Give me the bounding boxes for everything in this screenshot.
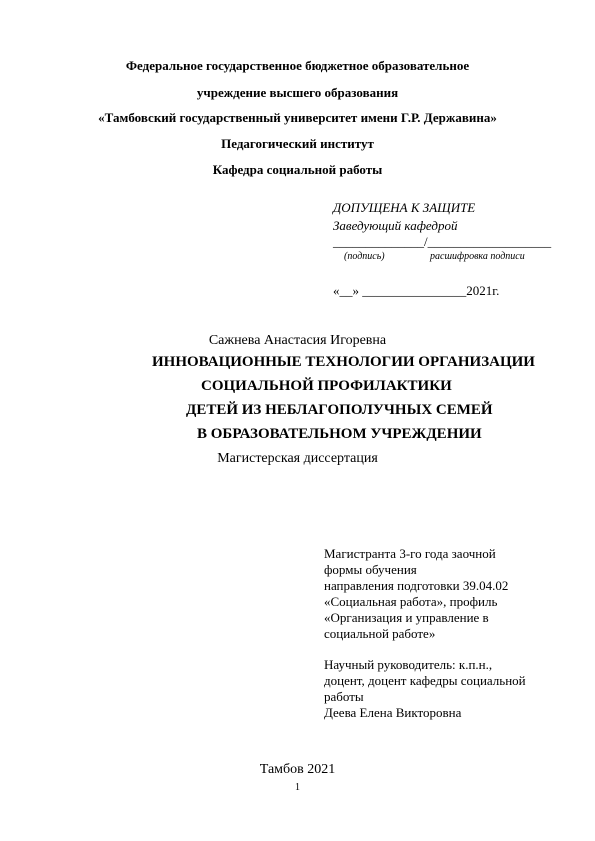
student-info-line: «Организация и управление в [324,610,489,625]
supervisor-info-line: доцент, доцент кафедры социальной [324,673,526,688]
approval-role: Заведующий кафедрой [333,218,458,233]
thesis-title-line: ДЕТЕЙ ИЗ НЕБЛАГОПОЛУЧНЫХ СЕМЕЙ [186,402,493,418]
work-type: Магистерская диссертация [217,451,378,466]
student-info-line: формы обучения [324,562,417,577]
thesis-title-line: ИННОВАЦИОННЫЕ ТЕХНОЛОГИИ ОРГАНИЗАЦИИ [152,354,535,370]
student-info-line: «Социальная работа», профиль [324,594,498,609]
decode-caption: расшифровка подписи [430,251,525,262]
institute-name: Педагогический институт [221,136,374,151]
department-name: Кафедра социальной работы [212,162,383,177]
thesis-title-line: СОЦИАЛЬНОЙ ПРОФИЛАКТИКИ [201,378,452,394]
city-year: Тамбов 2021 [259,762,336,777]
signature-caption: (подпись) [344,251,385,262]
student-info-line: социальной работе» [324,626,436,641]
signature-line: ______________/___________________ [333,234,552,249]
author-name: Сажнева Анастасия Игоревна [208,333,387,348]
header-line-2: учреждение высшего образования [196,85,399,100]
student-info-line: направления подготовки 39.04.02 [324,578,509,593]
approval-title: ДОПУЩЕНА К ЗАЩИТЕ [333,200,476,215]
header-line-1: Федеральное государственное бюджетное образовательное [125,58,470,73]
supervisor-name: Деева Елена Викторовна [324,705,462,720]
supervisor-info-line: Научный руководитель: к.п.н., [324,657,493,672]
date-line: «__» ________________2021г. [333,283,500,298]
page-number: 1 [295,782,300,793]
university-name: «Тамбовский государственный университет имени Г.Р. Державина» [98,110,497,125]
supervisor-info-line: работы [324,689,364,704]
student-info-line: Магистранта 3-го года заочной [324,546,496,561]
thesis-title-line: В ОБРАЗОВАТЕЛЬНОМ УЧРЕЖДЕНИИ [197,426,482,442]
